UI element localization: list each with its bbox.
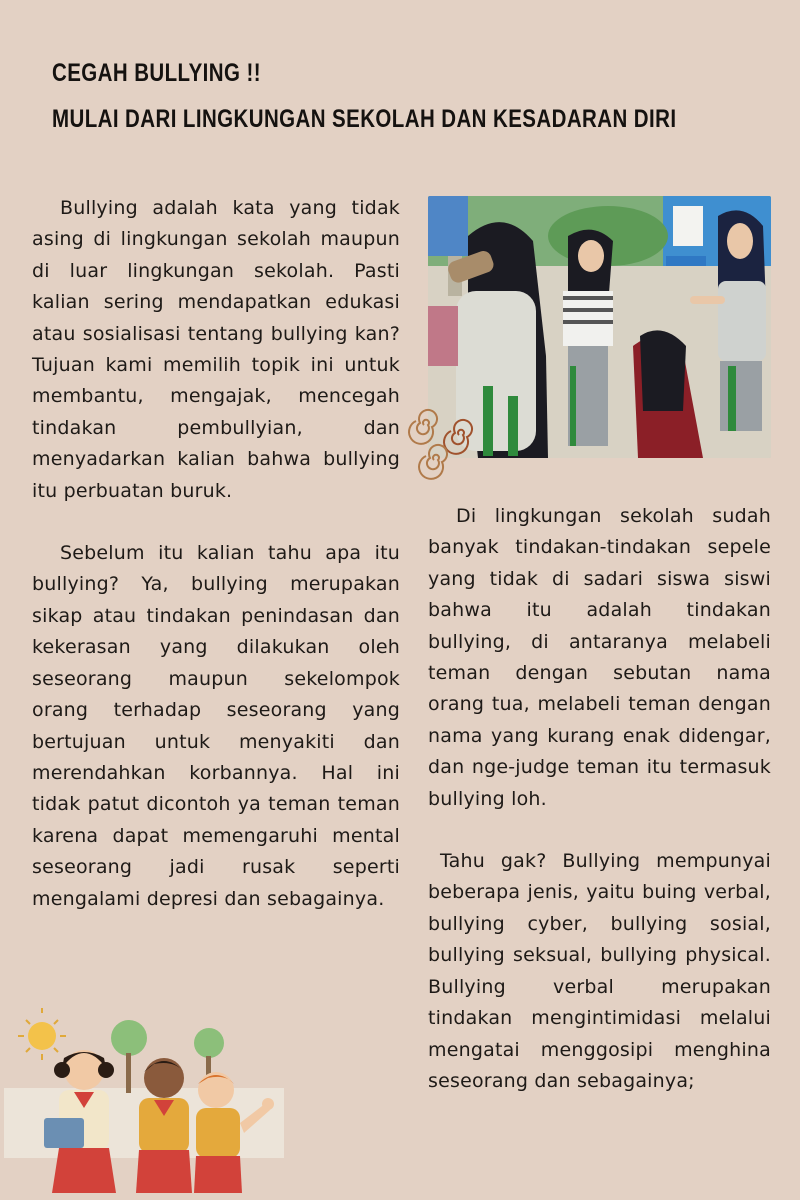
definition-paragraph: Sebelum itu kalian tahu apa itu bullying? Ya, bullying merupakan sikap atau tindakan penindasan dan kekerasan yang dilakukan oleh seseorang maupun sekelompok orang terhadap seseorang yang bertujuan untuk menyakiti dan merendahkan korbannya. Hal ini tidak patut dicontoh ya teman teman karena dapat memengaruhi mental seseorang jadi rusak seperti mengalami depresi dan sebagainya. [32,542,400,910]
left-column [32,193,400,915]
examples-paragraph: Di lingkungan sekolah sudah banyak tindakan-tindakan sepele yang tidak di sadari siswa siswi bahwa itu adalah tindakan bullying, di antaranya melabeli teman dengan sebutan nama orang tua, melabeli teman dengan nama yang kurang enak didengar, dan nge-judge teman itu termasuk bullying loh. [428,505,771,810]
title-line-1: CEGAH BULLYING !! [52,59,261,87]
types-paragraph: Tahu gak? Bullying mempunyai beberapa jenis, yaitu buing verbal, bullying cyber, bullying sosial, bullying seksual, bullying physical. Bullying verbal merupakan tindakan mengintimidasi melalui mengatai menggosipi menghina seseorang dan sebagainya; [428,850,771,1092]
spiral-decoration-icon [404,400,484,480]
right-column [428,501,771,1097]
intro-paragraph: Bullying adalah kata yang tidak asing di lingkungan sekolah maupun di luar lingkungan sekolah. Pasti kalian sering mendapatkan edukasi atau sosialisasi tentang bullying kan? Tujuan kami memilih topik ini untuk membantu, mengajak, mencegah tindakan pembullyian, dan menyadarkan kalian bahwa bullying itu perbuatan buruk. [32,197,400,502]
sun-icon [18,1008,66,1060]
page-title [52,50,677,142]
title-line-2: MULAI DARI LINGKUNGAN SEKOLAH DAN KESADARAN DIRI [52,105,677,133]
kids-illustration [4,1008,284,1200]
